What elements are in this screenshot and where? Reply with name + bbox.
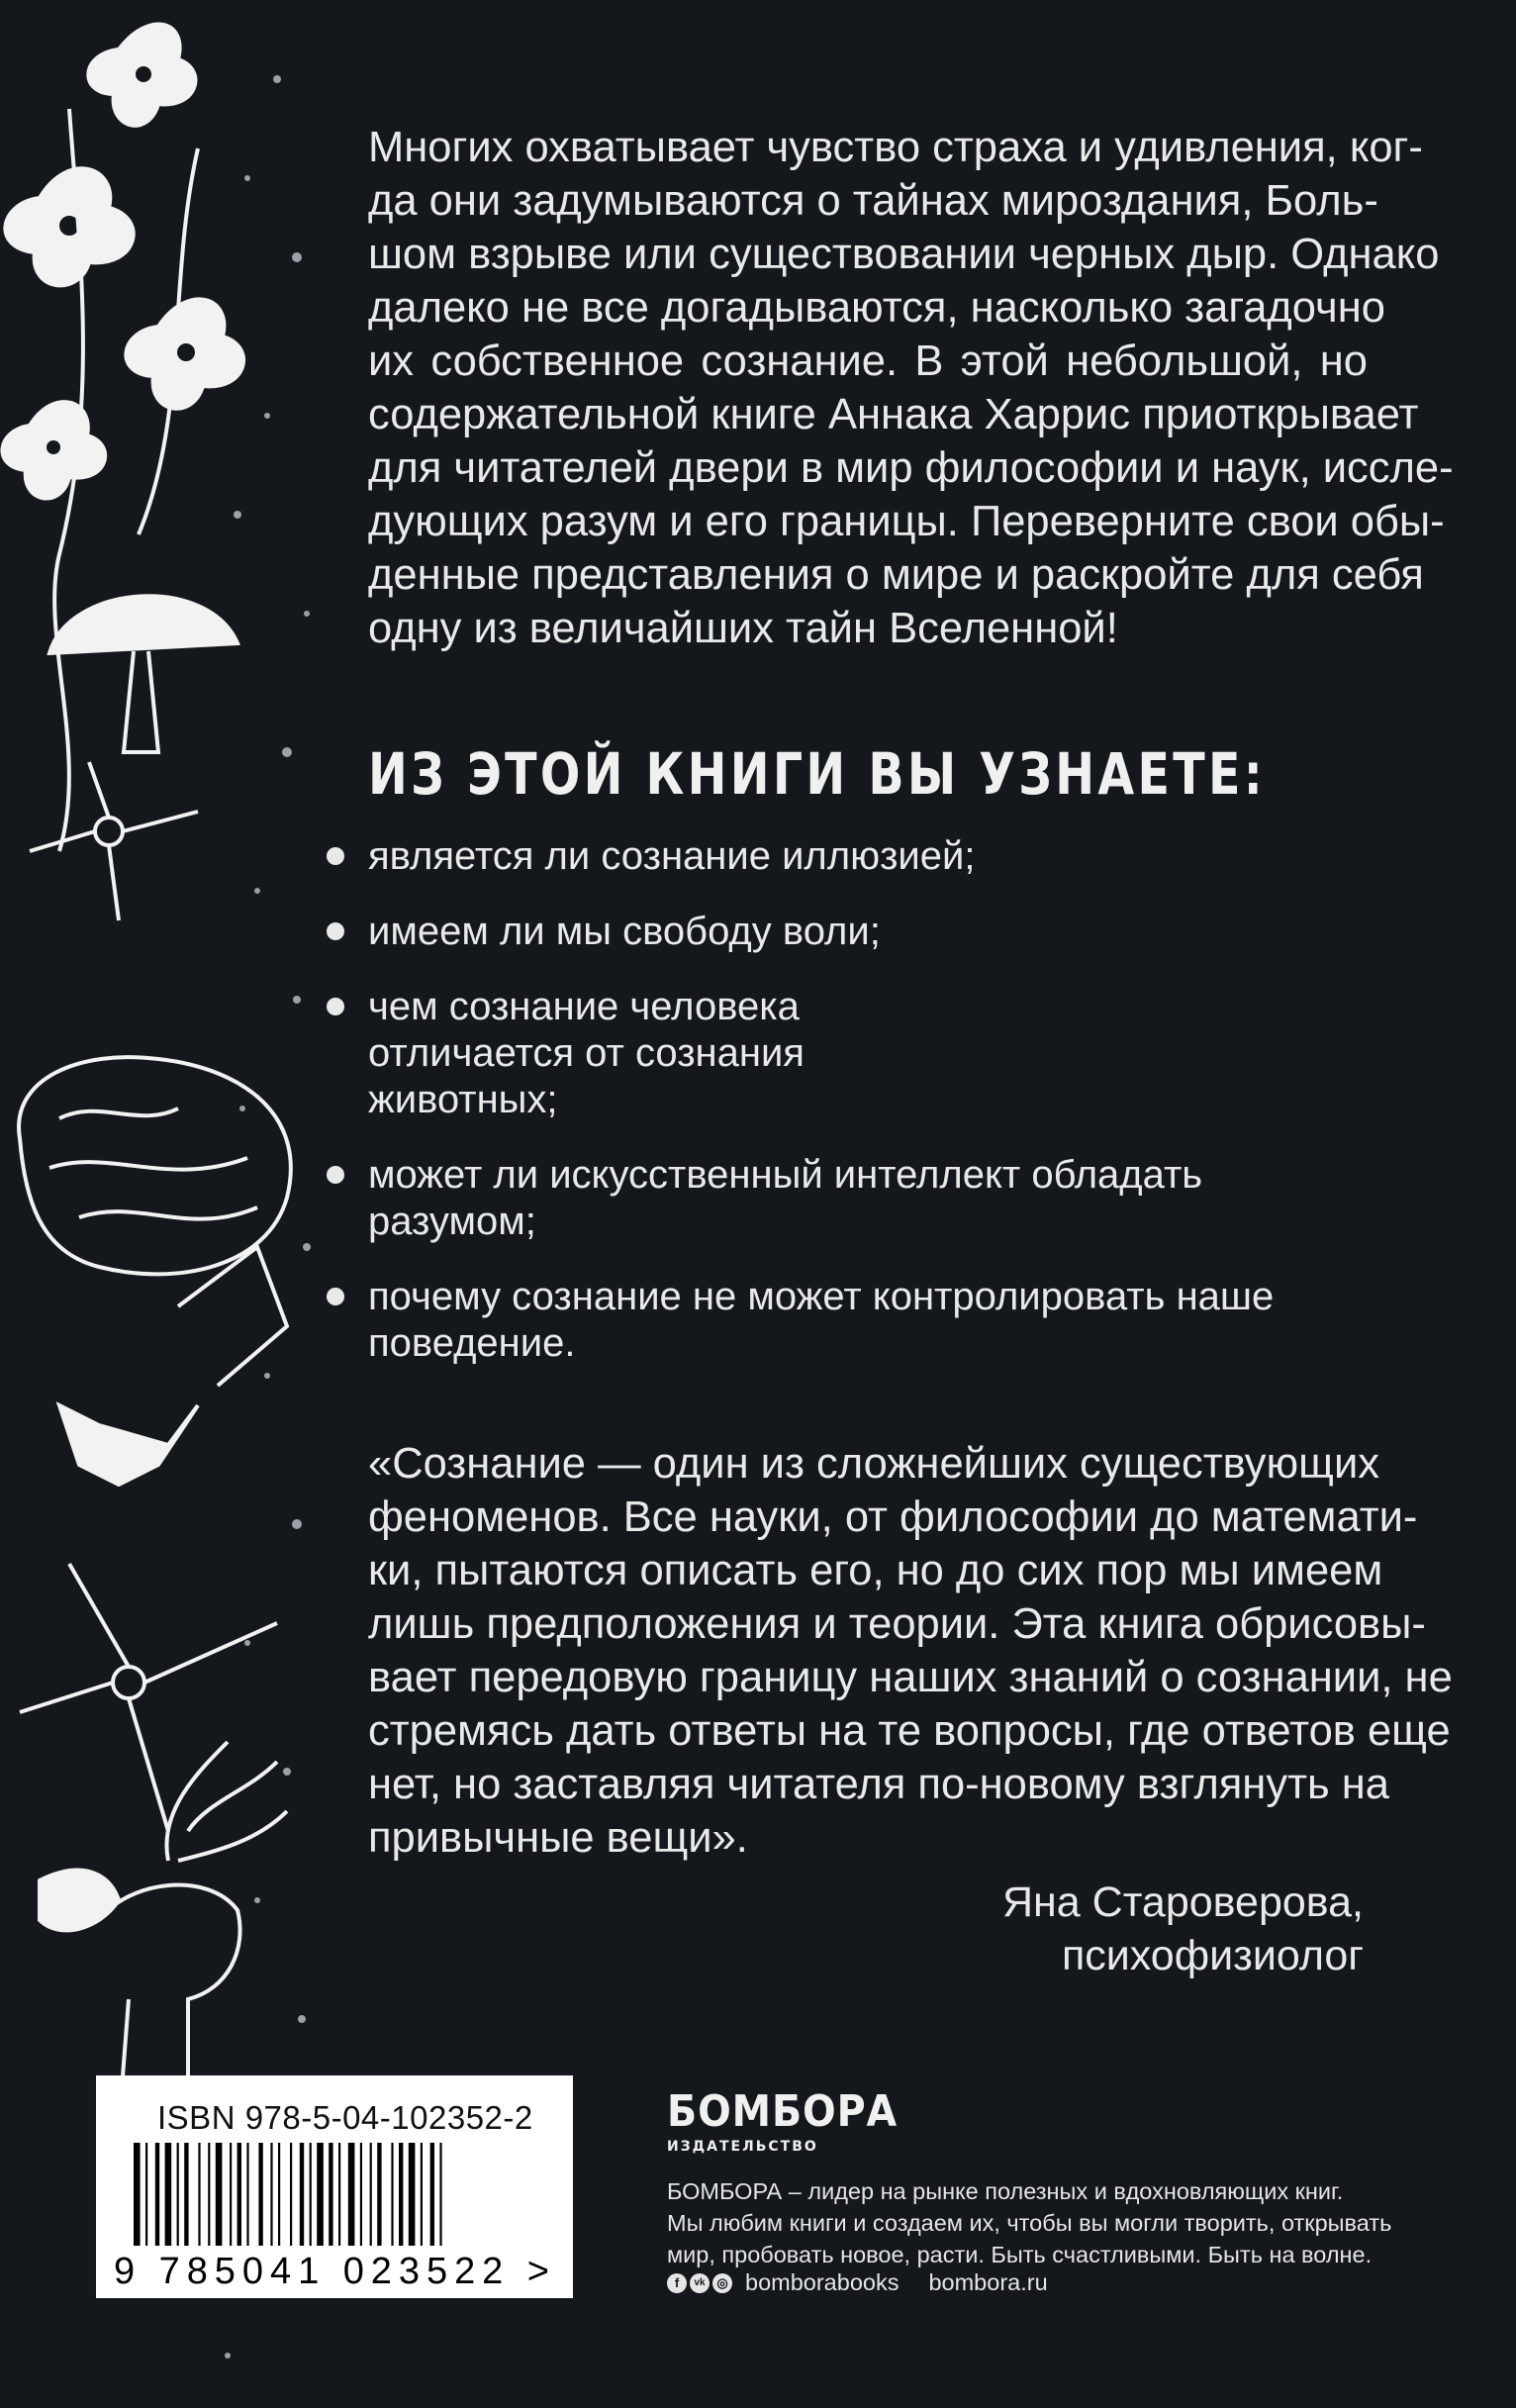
barcode-bar <box>246 2143 248 2246</box>
learn-list <box>327 833 1375 1396</box>
intro-line: их собственное сознание. В этой небольшой, но <box>368 337 1368 385</box>
intro-line: шом взрыве или существовании черных дыр. Однако <box>368 231 1440 278</box>
social-handle[interactable]: bomborabooks <box>745 2269 900 2295</box>
social-links <box>667 2269 1048 2296</box>
intro-line: дующих разум и его границы. Переверните свои обы- <box>368 498 1445 545</box>
intro-line: одну из величайших тайн Вселенной! <box>368 605 1118 652</box>
section-heading: ИЗ ЭТОЙ КНИГИ ВЫ УЗНАЕТЕ: <box>368 740 1267 808</box>
bullet-icon <box>327 847 344 865</box>
list-item <box>327 1152 1375 1245</box>
deer <box>40 1742 287 2128</box>
mushroom <box>49 596 237 752</box>
barcode-bar <box>270 2143 272 2246</box>
barcode-bar <box>348 2143 355 2246</box>
facebook-icon[interactable]: f <box>667 2273 687 2293</box>
list-item-text: является ли сознание иллюзией; <box>368 834 976 878</box>
orchid-flower <box>126 299 243 408</box>
list-item <box>327 909 1375 955</box>
author-title: психофизиолог <box>1061 1932 1364 1979</box>
orchid-flower <box>5 168 133 285</box>
barcode-bar <box>360 2143 362 2246</box>
list-item <box>327 984 1219 1123</box>
barcode-bar <box>370 2143 372 2246</box>
barcode-bar <box>230 2143 232 2246</box>
list-item-text: имеем ли мы свободу воли; <box>368 910 881 953</box>
intro-line: денные представления о мире и раскройте для себя <box>368 551 1424 599</box>
bullet-icon <box>327 1288 344 1305</box>
barcode-bar <box>290 2143 292 2246</box>
barcode-bar <box>377 2143 381 2246</box>
quote-line: нет, но заставляя читателя по-новому взглянуть на <box>368 1761 1389 1808</box>
intro-line: далеко не все догадываются, насколько загадочно <box>368 284 1385 332</box>
quote-line: стремясь дать ответы на те вопросы, где ответов еще <box>368 1707 1451 1755</box>
instagram-icon[interactable]: ◎ <box>712 2273 732 2293</box>
publisher-subtitle: ИЗДАТЕЛЬСТВО <box>667 2139 818 2155</box>
quote-author <box>1002 1876 1364 1982</box>
website-link[interactable]: bombora.ru <box>928 2269 1048 2295</box>
brain <box>19 1057 291 1274</box>
barcode-bar <box>177 2143 179 2246</box>
barcode-box <box>96 2075 573 2298</box>
barcode-bar <box>208 2143 210 2246</box>
botanical-illustration <box>0 0 327 2408</box>
barcode-bar <box>338 2143 340 2246</box>
description-line: Мы любим книги и создаем их, чтобы вы могли творить, открывать <box>667 2210 1392 2236</box>
bullet-icon <box>327 922 344 940</box>
list-item-text: почему сознание не может контролировать наше поведение. <box>368 1275 1275 1365</box>
barcode-bar <box>198 2143 200 2246</box>
barcode-bar <box>134 2143 141 2246</box>
quote-line: привычные вещи». <box>368 1814 748 1862</box>
barcode <box>114 2143 559 2291</box>
barcode-bar <box>300 2143 304 2246</box>
list-item-text: чем сознание человека отличается от сознания животных; <box>368 985 805 1121</box>
publisher-logo <box>667 2086 923 2155</box>
intro-line: для читателей двери в мир философии и наук, иссле- <box>368 444 1454 492</box>
orchid-flower-top <box>88 25 195 126</box>
quote-line: ки, пытаются описать его, но до сих пор мы имеем <box>368 1547 1383 1594</box>
barcode-bar <box>409 2143 416 2246</box>
list-item <box>327 833 1375 880</box>
barcode-bar <box>439 2143 441 2246</box>
bat <box>59 1247 287 1485</box>
bullet-icon <box>327 1166 344 1184</box>
barcode-bar <box>155 2143 159 2246</box>
barcode-bar <box>399 2143 403 2246</box>
vk-icon[interactable]: vk <box>690 2273 710 2293</box>
barcode-bar <box>310 2143 312 2246</box>
list-item <box>327 1274 1375 1367</box>
list-item-text: может ли искусственный интеллект обладать разумом; <box>368 1153 1203 1243</box>
barcode-bar <box>278 2143 280 2246</box>
barcode-bar <box>258 2143 262 2246</box>
quote-line: «Сознание — один из сложнейших существующих <box>368 1440 1380 1488</box>
intro-line: да они задумываются о тайнах мироздания, Боль- <box>368 177 1378 225</box>
neuron <box>30 762 198 920</box>
barcode-bar <box>216 2143 223 2246</box>
barcode-bar <box>421 2143 423 2246</box>
barcode-bar <box>430 2143 434 2246</box>
bullet-icon <box>327 998 344 1015</box>
intro-paragraph <box>368 121 1454 655</box>
isbn-number: ISBN 978-5-04-102352-2 <box>157 2099 533 2136</box>
orchid-flower <box>2 402 105 498</box>
barcode-bar <box>317 2143 324 2246</box>
author-name: Яна Староверова, <box>1002 1878 1364 1926</box>
review-quote <box>368 1437 1453 1865</box>
intro-line: Многих охватывает чувство страха и удивления, ког- <box>368 124 1423 171</box>
quote-line: вает передовую границу наших знаний о сознании, не <box>368 1654 1453 1701</box>
barcode-bar <box>145 2143 147 2246</box>
description-line: мир, пробовать новое, расти. Быть счастливыми. Быть на волне. <box>667 2242 1373 2267</box>
barcode-bar <box>165 2143 172 2246</box>
quote-line: лишь предположения и теории. Эта книга обрисовы- <box>368 1600 1426 1648</box>
publisher-description <box>667 2175 1399 2270</box>
barcode-bar <box>329 2143 332 2246</box>
barcode-digits: 9 785041 023522 > <box>114 2251 549 2291</box>
quote-line: феноменов. Все науки, от философии до математи- <box>368 1493 1418 1541</box>
barcode-bar <box>391 2143 393 2246</box>
publisher-name: БОМБОРА <box>667 2086 899 2137</box>
barcode-bar <box>237 2143 241 2246</box>
description-line: БОМБОРА – лидер на рынке полезных и вдохновляющих книг. <box>667 2178 1344 2204</box>
intro-line: содержательной книге Аннака Харрис приоткрывает <box>368 391 1419 438</box>
barcode-bar <box>184 2143 188 2246</box>
